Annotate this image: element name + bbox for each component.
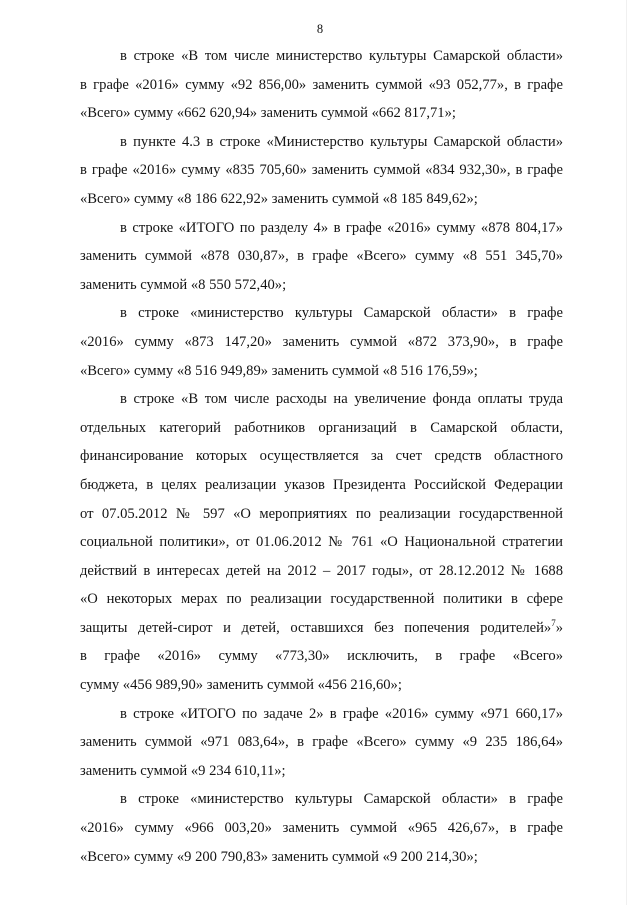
footnote-marker: 7 <box>551 617 556 628</box>
text-line: «Всего» сумму «662 620,94» заменить суммой «662 817,71»; <box>80 105 456 122</box>
text-line: социальной политики», от 01.06.2012 № 761 «О Национальной стратегии <box>80 534 563 551</box>
paragraph <box>80 385 563 700</box>
text-line: в строке «В том числе расходы на увеличение фонда оплаты труда <box>120 391 563 408</box>
text-line: в строке «министерство культуры Самарской области» в графе <box>120 305 563 322</box>
text-line: «Всего» сумму «8 516 949,89» заменить суммой «8 516 176,59»; <box>80 362 478 379</box>
text-line: в строке «ИТОГО по разделу 4» в графе «2016» сумму «878 804,17» <box>120 219 563 236</box>
text-line: в пункте 4.3 в строке «Министерство культуры Самарской области» <box>120 133 563 150</box>
paragraph <box>80 785 563 871</box>
text-line: в строке «В том числе министерство культуры Самарской области» <box>120 48 563 64</box>
text-line: от 07.05.2012 № 597 «О мероприятиях по реализации государственной <box>80 505 563 522</box>
text-line: отдельных категорий работников организаций в Самарской области, <box>80 419 563 436</box>
scan-edge <box>626 0 627 905</box>
text-line: защиты детей-сирот и детей, оставшихся без попечения родителей»$^7$» <box>80 617 563 636</box>
paragraph <box>80 42 563 128</box>
text-line: в строке «ИТОГО по задаче 2» в графе «2016» сумму «971 660,17» <box>120 705 563 722</box>
text-line: заменить суммой «971 083,64», в графе «Всего» сумму «9 235 186,64» <box>80 734 563 751</box>
text-line: «2016» сумму «873 147,20» заменить суммой «872 373,90», в графе <box>80 333 563 350</box>
text-line: в графе «2016» сумму «92 856,00» заменить суммой «93 052,77», в графе <box>80 76 563 93</box>
text-line: финансирование которых осуществляется за счет средств областного <box>80 448 563 465</box>
paragraph <box>80 128 563 214</box>
text-line: действий в интересах детей на 2012 – 2017 годы», от 28.12.2012 № 1688 <box>80 562 563 579</box>
page-number: 8 <box>316 22 324 36</box>
text-line: «2016» сумму «966 003,20» заменить суммой «965 426,67», в графе <box>80 820 563 837</box>
text-line: заменить суммой «8 550 572,40»; <box>80 276 287 293</box>
text-line: «Всего» сумму «8 186 622,92» заменить суммой «8 185 849,62»; <box>80 190 478 207</box>
text-line: «Всего» сумму «9 200 790,83» заменить суммой «9 200 214,30»; <box>80 848 478 865</box>
text-line: заменить суммой «878 030,87», в графе «Всего» сумму «8 551 345,70» <box>80 248 563 265</box>
paragraph <box>80 700 563 786</box>
closing-quote: » <box>555 619 563 636</box>
text-line: сумму «456 989,90» заменить суммой «456 216,60»; <box>80 677 402 694</box>
text-line: в графе «2016» сумму «835 705,60» заменить суммой «834 932,30», в графе <box>80 162 563 179</box>
document-body <box>80 42 563 871</box>
text-line: в графе «2016» сумму «773,30» исключить, в графе «Всего» <box>80 648 563 665</box>
paragraph <box>80 299 563 385</box>
text-line: в строке «министерство культуры Самарской области» в графе <box>120 791 563 808</box>
text-line: заменить суммой «9 234 610,11»; <box>80 762 286 779</box>
text-line: бюджета, в целях реализации указов Президента Российской Федерации <box>80 476 563 493</box>
paragraph <box>80 214 563 300</box>
text-line: «О некоторых мерах по реализации государственной политики в сфере <box>80 591 563 608</box>
